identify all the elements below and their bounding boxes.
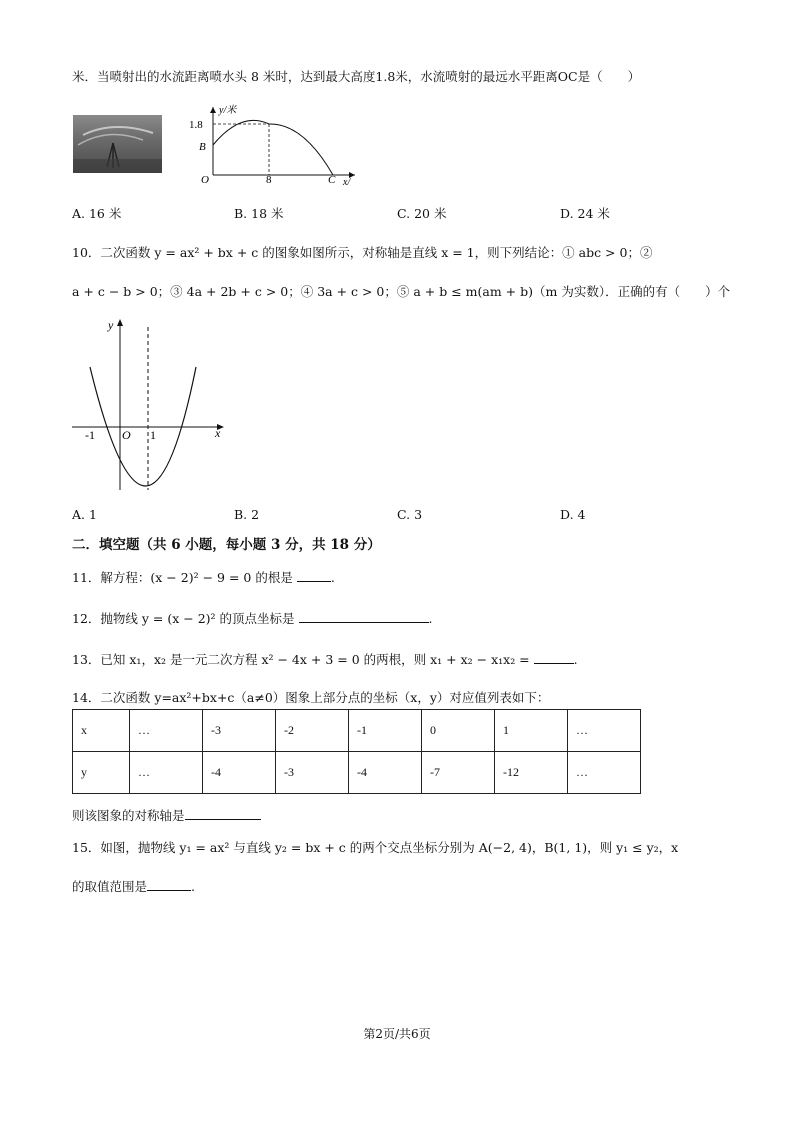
q10-one: 1: [150, 428, 156, 442]
q10-line1: 10．二次函数 y = ax² + bx + c 的图象如图所示，对称轴是直线 x = 1，则下列结论：① abc > 0；②: [72, 245, 653, 260]
q12-end: .: [428, 611, 433, 626]
q11-end: .: [330, 570, 335, 585]
table-cell: …: [130, 710, 203, 752]
q11: [72, 568, 335, 586]
q9-ytick: 1.8: [189, 119, 203, 131]
q10-ylabel: y: [108, 318, 114, 332]
table-cell: -7: [422, 752, 495, 794]
table-cell: -12: [495, 752, 568, 794]
table-cell: -2: [276, 710, 349, 752]
table-cell: -3: [203, 710, 276, 752]
q9-graph: [185, 103, 365, 188]
q9-xtick: 8: [266, 174, 272, 186]
q14-blank[interactable]: [185, 807, 261, 820]
q10-line2: a + c − b > 0；③ 4a + 2b + c > 0；④ 3a + c > 0；⑤ a + b ≤ m(am + b)（m 为实数）．正确的有（ ）个: [72, 284, 731, 299]
page-footer: 第2页/共6页: [363, 1027, 431, 1041]
table-row: [73, 752, 641, 794]
q9-option-c: C. 20 米: [397, 206, 447, 221]
table-cell: …: [130, 752, 203, 794]
q12-text: 12．抛物线 y = (x − 2)² 的顶点坐标是: [72, 611, 295, 626]
q10-graph: [72, 315, 232, 495]
q15-line1: 15．如图，抛物线 y₁ = ax² 与直线 y₂ = bx + c 的两个交点坐标分别为 A(−2, 4)，B(1, 1)，则 y₁ ≤ y₂，x: [72, 840, 679, 855]
q9-origin: O: [201, 174, 209, 186]
q10-origin: O: [122, 428, 131, 442]
q9-ylabel: y/米: [219, 105, 237, 116]
q9-b-label: B: [199, 141, 206, 153]
q12-blank[interactable]: [299, 610, 429, 623]
table-cell: …: [568, 710, 641, 752]
table-row: [73, 710, 641, 752]
q13-text: 13．已知 x₁，x₂ 是一元二次方程 x² − 4x + 3 = 0 的两根，则 x₁ + x₂ − x₁x₂ =: [72, 652, 530, 667]
q12: [72, 609, 433, 627]
table-cell: -1: [349, 710, 422, 752]
table-cell: -4: [203, 752, 276, 794]
q10-option-a: A. 1: [72, 507, 97, 522]
q10-option-c: C. 3: [397, 507, 423, 522]
q9-stem: 米．当喷射出的水流距离喷水头 8 米时，达到最大高度1.8米，水流喷射的最远水平距离OC是（ ）: [72, 69, 641, 84]
q9-xlabel: x/: [343, 177, 351, 188]
q15-end: .: [191, 879, 195, 894]
table-cell: y: [73, 752, 130, 794]
q13-blank[interactable]: [534, 651, 574, 664]
q9-option-a: A. 16 米: [72, 206, 122, 221]
q10-neg1: -1: [85, 428, 95, 442]
q10-xlabel: x: [215, 426, 221, 440]
table-cell: -3: [276, 752, 349, 794]
q14-text: 14．二次函数 y=ax²+bx+c（a≠0）图象上部分点的坐标（x，y）对应值列表如下：: [72, 690, 550, 705]
q14-table: [72, 709, 641, 794]
q15-blank[interactable]: [147, 878, 191, 891]
q13: [72, 650, 578, 668]
sprinkler-photo: [73, 115, 162, 173]
table-cell: 1: [495, 710, 568, 752]
q15-line2-text: 的取值范围是: [72, 879, 148, 894]
q15-line2: [72, 877, 195, 895]
q10-option-d: D. 4: [560, 507, 586, 522]
q14-after: [72, 806, 261, 824]
table-cell: -4: [349, 752, 422, 794]
table-cell: 0: [422, 710, 495, 752]
table-cell: …: [568, 752, 641, 794]
q13-end: .: [573, 652, 578, 667]
table-cell: x: [73, 710, 130, 752]
q10-option-b: B. 2: [234, 507, 260, 522]
section-title: 二．填空题（共 6 小题，每小题 3 分，共 18 分）: [72, 537, 381, 553]
q9-option-d: D. 24 米: [560, 206, 610, 221]
q11-blank[interactable]: [297, 569, 331, 582]
q14-after-text: 则该图象的对称轴是: [72, 808, 185, 823]
q9-option-b: B. 18 米: [234, 206, 284, 221]
q9-c-label: C: [328, 174, 336, 186]
q11-text: 11．解方程：(x − 2)² − 9 = 0 的根是: [72, 570, 293, 585]
